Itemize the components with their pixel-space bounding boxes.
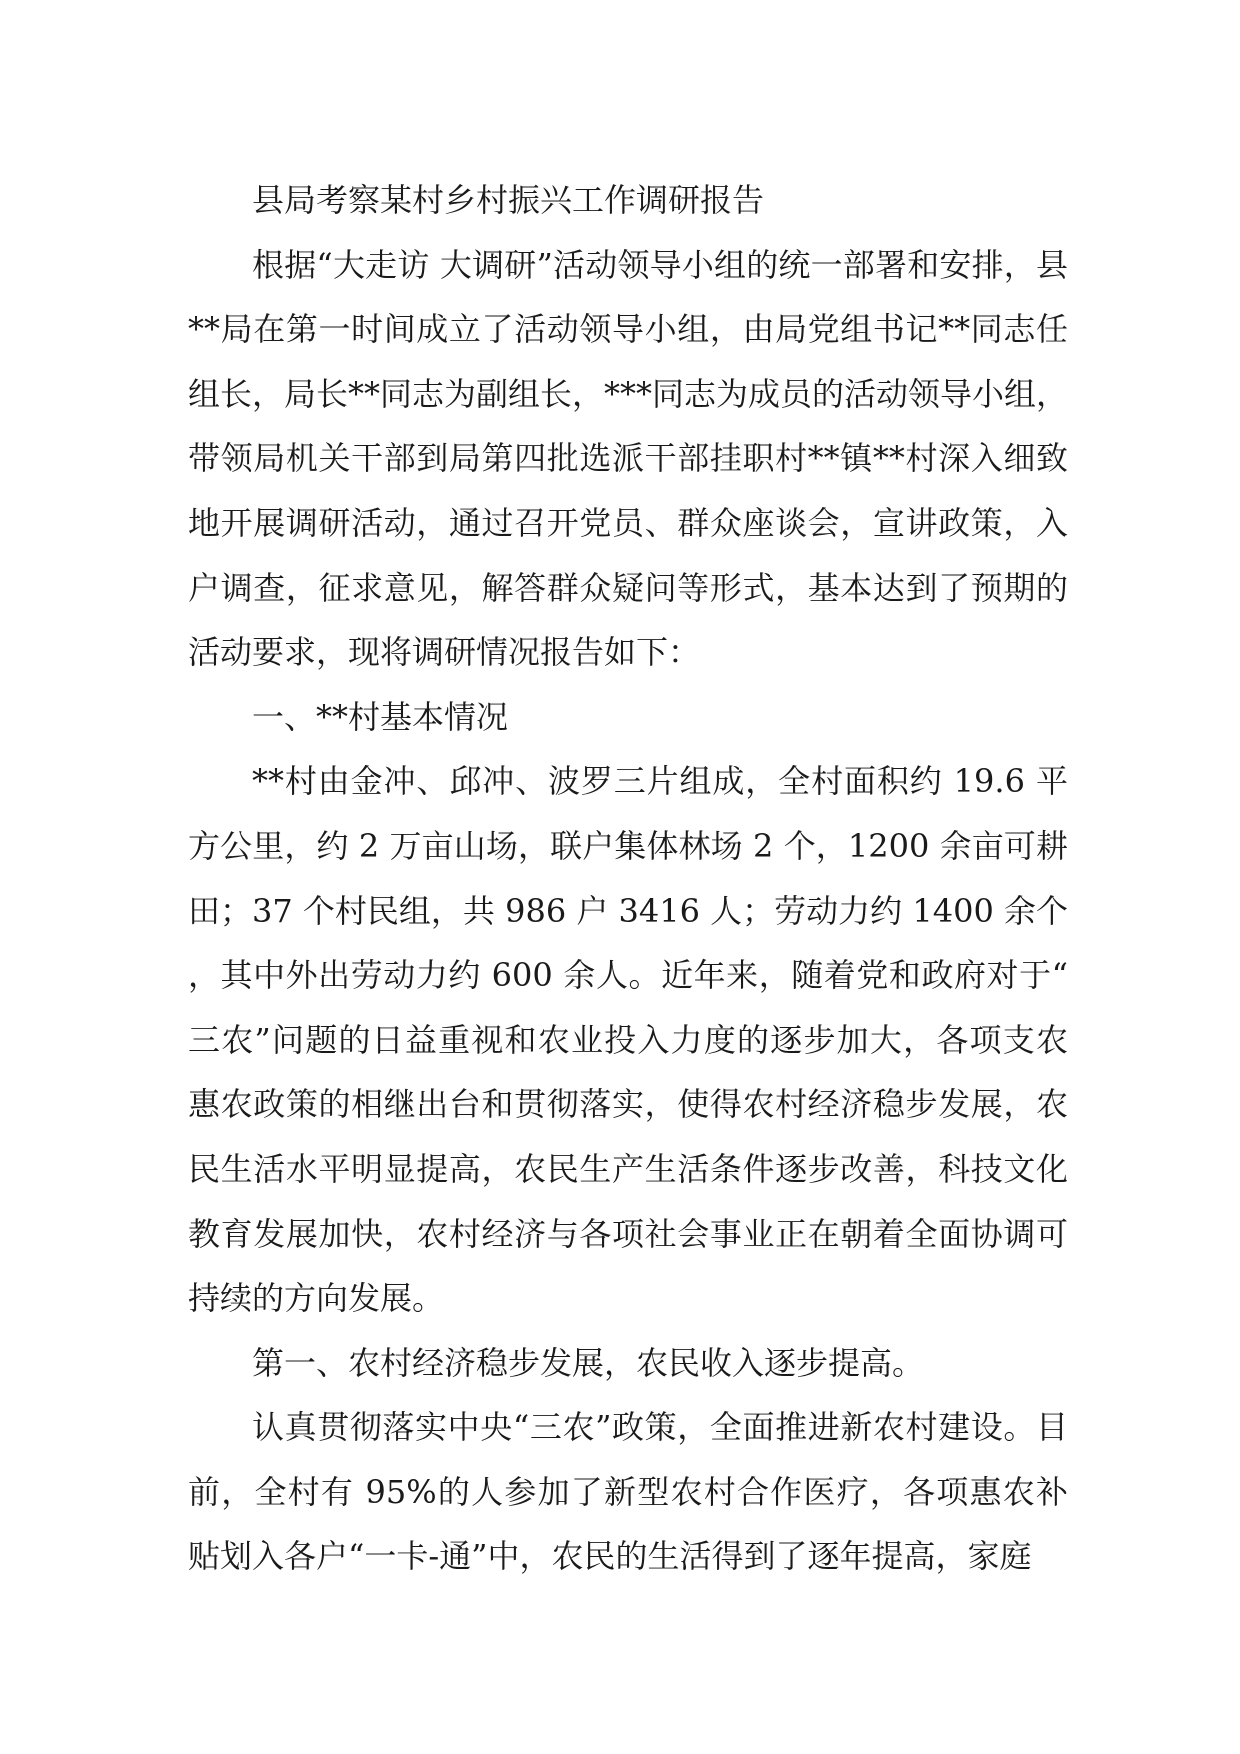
paragraph-policy: 认真贯彻落实中央“三农”政策，全面推进新农村建设。目前，全村有 95%的人参加了新型农村合作医疗，各项惠农补贴划入各户“一卡-通”中，农民的生活得到了逐年提高，家庭: [188, 1408, 1068, 1576]
subheading-economy: 第一、农村经济稳步发展，农民收入逐步提高。: [252, 1343, 925, 1382]
document-body: [188, 168, 1068, 1589]
paragraph-intro: 根据“大走访 大调研”活动领导小组的统一部署和安排，县**局在第一时间成立了活动领导小组，由局党组书记**同志任组长，局长**同志为副组长，***同志为成员的活动领导小组，带领局机关干部到局第四批选派干部挂职村**镇**村深入细致地开展调研活动，通过召开党员、群众座谈会，宣讲政策，入户调查，征求意见，解答群众疑问等形式，基本达到了预期的活动要求，现将调研情况报告如下：: [188, 245, 1069, 672]
paragraph-village-overview: **村由金冲、邱冲、波罗三片组成，全村面积约 19.6 平方公里，约 2 万亩山场，联户集体林场 2 个，1200 余亩可耕田；37 个村民组，共 986 户 3416 人；劳动力约 1400 余个，其中外出劳动力约 600 余人。近年来，随着党和政府对于“三农”问题的日益重视和农业投入力度的逐步加大，各项支农惠农政策的相继出台和贯彻落实，使得农村经济稳步发展，农民生活水平明显提高，农民生产生活条件逐步改善，科技文化教育发展加快，农村经济与各项社会事业正在朝着全面协调可持续的方向发展。: [188, 762, 1068, 1318]
document-title: 县局考察某村乡村振兴工作调研报告: [252, 181, 765, 219]
section-heading-basic-info: 一、**村基本情况: [252, 697, 509, 736]
